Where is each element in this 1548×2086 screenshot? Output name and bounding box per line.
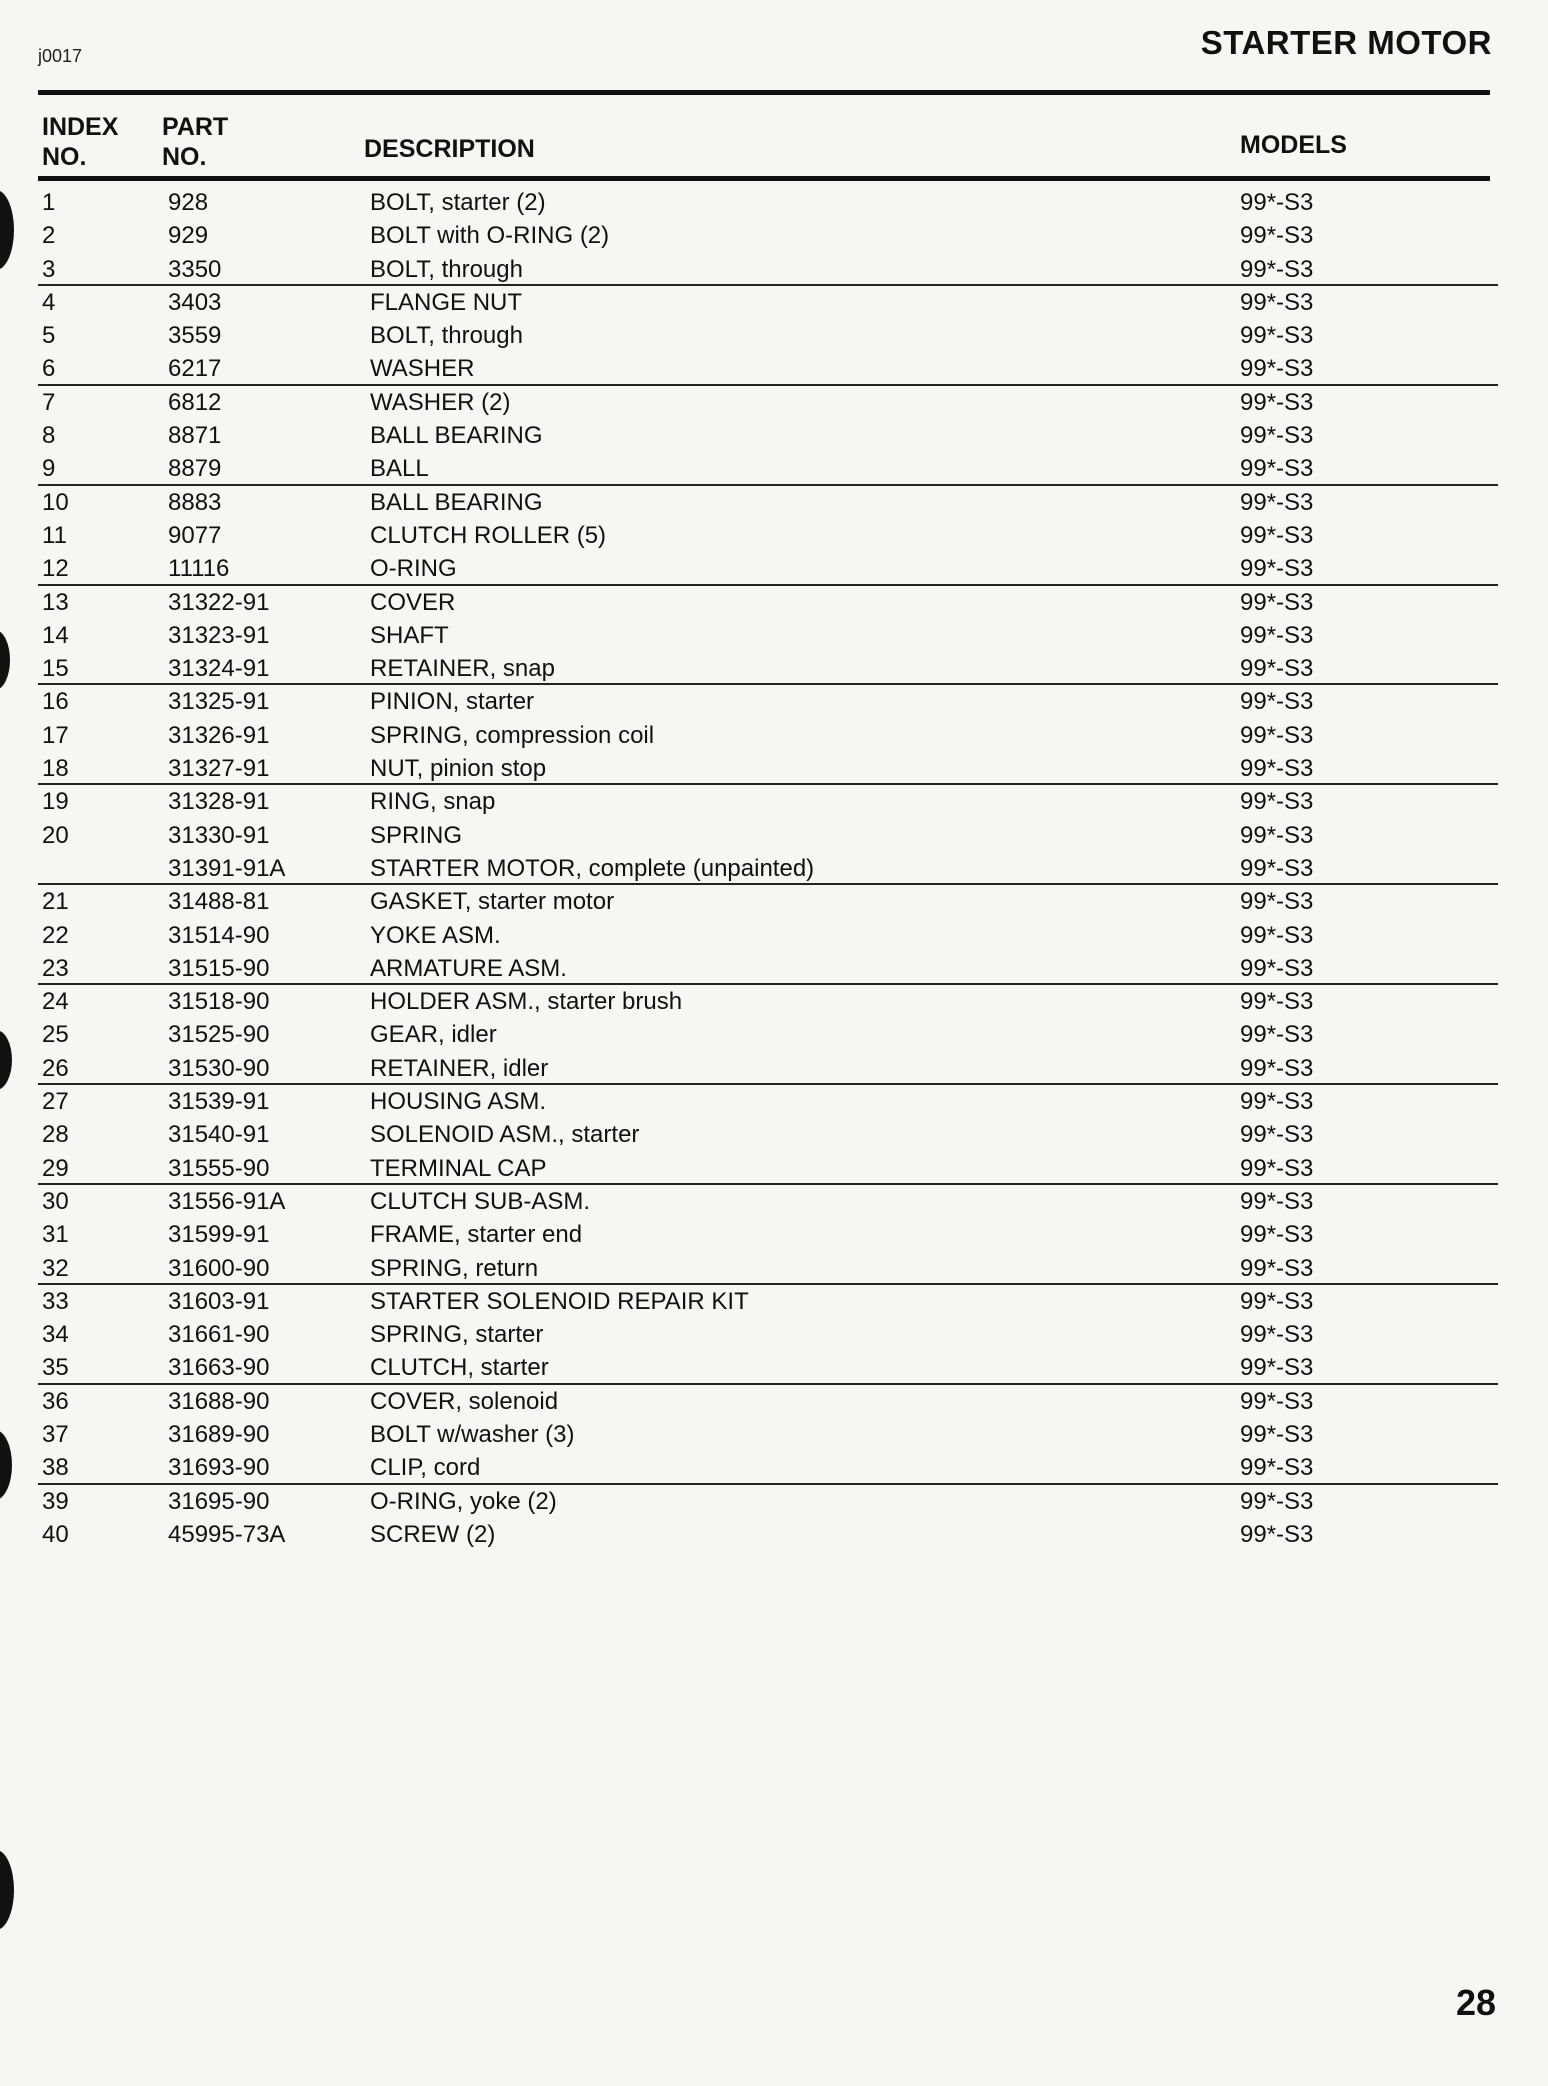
description-cell: RETAINER, snap [370,655,555,683]
part-number-cell: 31689-90 [168,1420,270,1448]
table-row [38,885,1498,918]
column-header-index-label: INDEX NO. [42,113,119,171]
description-cell: BALL BEARING [370,488,543,516]
models-cell: 99*-S3 [1240,688,1314,716]
index-cell: 21 [42,888,69,916]
table-row [38,1218,1498,1251]
part-number-cell: 31330-91 [168,821,270,849]
index-cell: 18 [42,755,69,783]
table-row [38,1018,1498,1051]
index-cell: 14 [42,621,69,649]
part-number-cell: 31695-90 [168,1487,270,1515]
parts-table [38,186,1498,1551]
part-number-cell: 31488-81 [168,888,270,916]
table-row [38,486,1498,519]
part-number-cell: 31539-91 [168,1088,270,1116]
description-cell: TERMINAL CAP [370,1154,547,1182]
index-cell: 9 [42,455,56,483]
table-row [38,719,1498,752]
index-cell: 22 [42,921,69,949]
binder-hole-2 [0,630,10,690]
index-cell: 20 [42,821,69,849]
part-number-cell: 6812 [168,388,222,416]
models-cell: 99*-S3 [1240,521,1314,549]
description-cell: SPRING [370,821,463,849]
description-cell: BOLT, through [370,322,523,350]
models-cell: 99*-S3 [1240,588,1314,616]
column-header-part [162,112,228,172]
index-cell: 34 [42,1321,69,1349]
table-row [38,1052,1498,1085]
models-cell: 99*-S3 [1240,1387,1314,1415]
models-cell: 99*-S3 [1240,1254,1314,1282]
table-row [38,253,1498,286]
models-cell: 99*-S3 [1240,555,1314,583]
index-cell: 10 [42,488,69,516]
models-cell: 99*-S3 [1240,1154,1314,1182]
models-cell: 99*-S3 [1240,954,1314,982]
column-header-part-label: PART NO. [162,113,229,171]
table-row [38,852,1498,885]
table-row [38,219,1498,252]
models-cell: 99*-S3 [1240,1088,1314,1116]
models-cell: 99*-S3 [1240,1520,1314,1548]
part-number-cell: 9077 [168,521,222,549]
models-cell: 99*-S3 [1240,322,1314,350]
index-cell: 29 [42,1154,69,1182]
table-row [38,1518,1498,1551]
index-cell: 5 [42,322,56,350]
description-cell: WASHER [370,355,475,383]
part-number-cell: 31603-91 [168,1287,270,1315]
part-number-cell: 11116 [168,555,230,583]
index-cell: 19 [42,788,69,816]
models-cell: 99*-S3 [1240,788,1314,816]
description-cell: SCREW (2) [370,1520,496,1548]
models-cell: 99*-S3 [1240,1021,1314,1049]
table-row [38,352,1498,385]
part-number-cell: 8883 [168,488,222,516]
index-cell: 30 [42,1187,69,1215]
index-cell: 17 [42,721,69,749]
table-row [38,952,1498,985]
description-cell: SHAFT [370,621,449,649]
description-cell: ARMATURE ASM. [370,954,567,982]
models-cell: 99*-S3 [1240,189,1314,216]
models-cell: 99*-S3 [1240,255,1314,283]
part-number-cell: 3403 [168,288,222,316]
part-number-cell: 31327-91 [168,755,270,783]
description-cell: HOUSING ASM. [370,1088,547,1116]
models-cell: 99*-S3 [1240,621,1314,649]
index-cell: 26 [42,1054,69,1082]
models-cell: 99*-S3 [1240,488,1314,516]
index-cell: 38 [42,1454,69,1482]
part-number-cell: 929 [168,222,209,250]
table-row [38,785,1498,818]
index-cell: 35 [42,1354,69,1382]
description-cell: BOLT with O-RING (2) [370,222,610,250]
models-cell: 99*-S3 [1240,1420,1314,1448]
description-cell: CLUTCH, starter [370,1354,549,1382]
table-row [38,1318,1498,1351]
models-cell: 99*-S3 [1240,355,1314,383]
table-row [38,1285,1498,1318]
index-cell: 23 [42,954,69,982]
description-cell: COVER, solenoid [370,1387,559,1415]
part-number-cell: 31391-91A [168,854,286,882]
part-number-cell: 31688-90 [168,1387,270,1415]
models-cell: 99*-S3 [1240,222,1314,250]
index-cell: 28 [42,1121,69,1149]
models-cell: 99*-S3 [1240,1121,1314,1149]
description-cell: SPRING, compression coil [370,721,655,749]
table-row [38,919,1498,952]
table-row [38,1185,1498,1218]
index-cell: 27 [42,1088,69,1116]
binder-hole-1 [0,190,14,270]
table-row [38,985,1498,1018]
index-cell: 4 [42,288,56,316]
page-title: STARTER MOTOR [1200,24,1492,61]
models-cell: 99*-S3 [1240,721,1314,749]
page-number: 28 [1455,1982,1496,2023]
models-cell: 99*-S3 [1240,1487,1314,1515]
table-row [38,1085,1498,1118]
index-cell: 13 [42,588,69,616]
table-row [38,186,1498,219]
column-header-description: DESCRIPTION [364,135,535,163]
column-header-index [42,112,118,172]
index-cell: 31 [42,1221,69,1249]
part-number-cell: 31514-90 [168,921,270,949]
part-number-cell: 31325-91 [168,688,270,716]
models-cell: 99*-S3 [1240,1354,1314,1382]
part-number-cell: 928 [168,189,209,216]
table-row [38,386,1498,419]
table-row [38,1385,1498,1418]
table-row [38,552,1498,585]
description-cell: CLIP, cord [370,1454,481,1482]
description-cell: GASKET, starter motor [370,888,615,916]
description-cell: O-RING [370,555,457,583]
models-cell: 99*-S3 [1240,755,1314,783]
models-cell: 99*-S3 [1240,1321,1314,1349]
part-number-cell: 31323-91 [168,621,270,649]
part-number-cell: 31518-90 [168,988,270,1016]
models-cell: 99*-S3 [1240,988,1314,1016]
description-cell: O-RING, yoke (2) [370,1487,557,1515]
part-number-cell: 31322-91 [168,588,270,616]
table-row [38,1118,1498,1151]
part-number-cell: 31693-90 [168,1454,270,1482]
table-row [38,652,1498,685]
index-cell: 1 [42,189,56,216]
table-row [38,619,1498,652]
table-row [38,452,1498,485]
part-number-cell: 31530-90 [168,1054,270,1082]
description-cell: SOLENOID ASM., starter [370,1121,640,1149]
index-cell: 39 [42,1487,69,1515]
description-cell: RING, snap [370,788,496,816]
index-cell: 25 [42,1021,69,1049]
description-cell: FLANGE NUT [370,288,523,316]
part-number-cell: 31599-91 [168,1221,270,1249]
table-row [38,519,1498,552]
table-row [38,586,1498,619]
description-cell: FRAME, starter end [370,1221,583,1249]
models-cell: 99*-S3 [1240,422,1314,450]
table-row [38,819,1498,852]
table-row [38,1485,1498,1518]
index-cell: 15 [42,655,69,683]
header-top-rule [38,90,1490,95]
description-cell: HOLDER ASM., starter brush [370,988,683,1016]
table-row [38,752,1498,785]
description-cell: WASHER (2) [370,388,511,416]
index-cell: 3 [42,255,56,283]
description-cell: CLUTCH ROLLER (5) [370,521,607,549]
description-cell: BALL BEARING [370,422,543,450]
part-number-cell: 31663-90 [168,1354,270,1382]
models-cell: 99*-S3 [1240,854,1314,882]
index-cell: 12 [42,555,69,583]
index-cell: 2 [42,222,56,250]
models-cell: 99*-S3 [1240,1187,1314,1215]
table-row [38,1451,1498,1484]
description-cell: NUT, pinion stop [370,755,547,783]
description-cell: BOLT, through [370,255,523,283]
models-cell: 99*-S3 [1240,1287,1314,1315]
models-cell: 99*-S3 [1240,388,1314,416]
part-number-cell: 31540-91 [168,1121,270,1149]
description-cell: BALL [370,455,429,483]
index-cell: 16 [42,688,69,716]
table-row [38,685,1498,718]
part-number-cell: 31328-91 [168,788,270,816]
part-number-cell: 31525-90 [168,1021,270,1049]
index-cell: 40 [42,1520,69,1548]
part-number-cell: 45995-73A [168,1520,286,1548]
models-cell: 99*-S3 [1240,455,1314,483]
part-number-cell: 31324-91 [168,655,270,683]
part-number-cell: 3350 [168,255,222,283]
models-cell: 99*-S3 [1240,921,1314,949]
table-row [38,319,1498,352]
index-cell: 11 [42,521,67,549]
document-code: j0017 [38,46,83,66]
part-number-cell: 31515-90 [168,954,270,982]
description-cell: CLUTCH SUB-ASM. [370,1187,591,1215]
part-number-cell: 31556-91A [168,1187,286,1215]
binder-hole-3 [0,1030,12,1090]
description-cell: BOLT w/washer (3) [370,1420,575,1448]
table-row [38,1351,1498,1384]
models-cell: 99*-S3 [1240,821,1314,849]
binder-hole-5 [0,1850,14,1930]
description-cell: GEAR, idler [370,1021,497,1049]
binder-hole-4 [0,1430,12,1500]
description-cell: YOKE ASM. [370,921,501,949]
column-header-models: MODELS [1240,131,1347,159]
models-cell: 99*-S3 [1240,1454,1314,1482]
part-number-cell: 31326-91 [168,721,270,749]
header-bottom-rule [38,176,1490,181]
part-number-cell: 8879 [168,455,222,483]
part-number-cell: 3559 [168,322,222,350]
index-cell: 8 [42,422,56,450]
part-number-cell: 6217 [168,355,222,383]
models-cell: 99*-S3 [1240,288,1314,316]
description-cell: STARTER MOTOR, complete (unpainted) [370,854,815,882]
models-cell: 99*-S3 [1240,1054,1314,1082]
table-row [38,286,1498,319]
description-cell: STARTER SOLENOID REPAIR KIT [370,1287,749,1315]
table-row [38,1152,1498,1185]
description-cell: PINION, starter [370,688,535,716]
models-cell: 99*-S3 [1240,888,1314,916]
index-cell: 7 [42,388,56,416]
table-row [38,1252,1498,1285]
index-cell: 6 [42,355,56,383]
index-cell: 37 [42,1420,69,1448]
table-row [38,1418,1498,1451]
description-cell: COVER [370,588,456,616]
part-number-cell: 31600-90 [168,1254,270,1282]
part-number-cell: 8871 [168,422,222,450]
part-number-cell: 31661-90 [168,1321,270,1349]
models-cell: 99*-S3 [1240,655,1314,683]
index-cell: 36 [42,1387,69,1415]
models-cell: 99*-S3 [1240,1221,1314,1249]
description-cell: BOLT, starter (2) [370,189,546,216]
description-cell: SPRING, starter [370,1321,544,1349]
table-row [38,419,1498,452]
description-cell: SPRING, return [370,1254,539,1282]
description-cell: RETAINER, idler [370,1054,549,1082]
index-cell: 32 [42,1254,69,1282]
index-cell: 33 [42,1287,69,1315]
index-cell: 24 [42,988,69,1016]
part-number-cell: 31555-90 [168,1154,270,1182]
